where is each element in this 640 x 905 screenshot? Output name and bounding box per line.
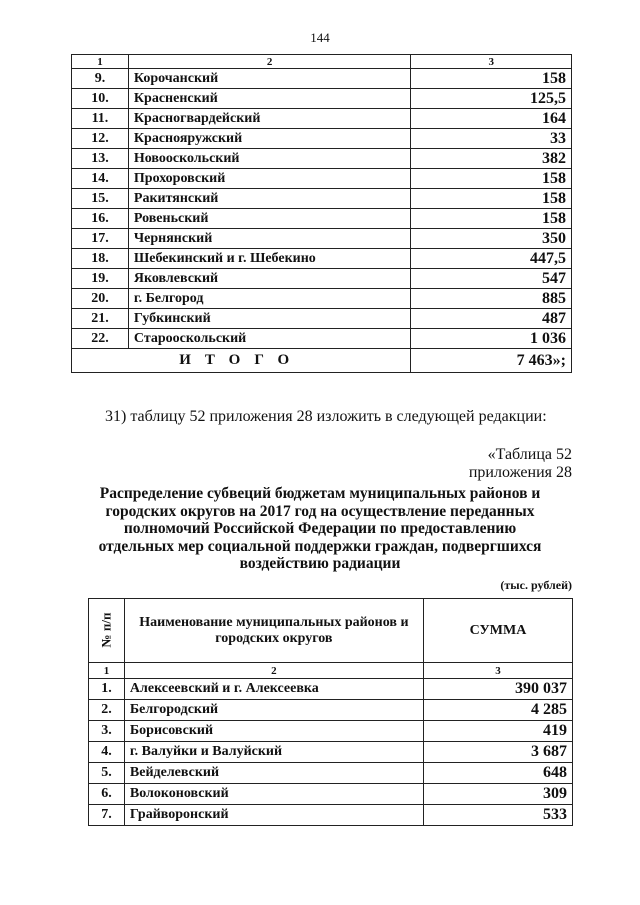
table-title: Распределение субвеций бюджетам муниципальных районов и городских округов на 2017 год на осуществление переданных полномочий Российской Федерации по предоставлению отдельных мер социальной поддержки граждан, подвергшихся воздействию радиации (98, 485, 542, 572)
column-number-row (72, 55, 572, 69)
district-name: г. Валуйки и Валуйский (124, 742, 423, 763)
district-name: Красногвардейский (128, 109, 410, 129)
row-number: 21. (72, 309, 129, 329)
amount-value: 885 (411, 289, 572, 309)
row-number: 4. (89, 742, 125, 763)
table-row (72, 229, 572, 249)
table-row (72, 169, 572, 189)
total-row (72, 349, 572, 373)
total-label: ИТОГО (72, 349, 411, 373)
row-number: 17. (72, 229, 129, 249)
row-number: 19. (72, 269, 129, 289)
district-name: Вейделевский (124, 763, 423, 784)
row-number: 3. (89, 721, 125, 742)
table-row (72, 129, 572, 149)
table-row (89, 700, 573, 721)
district-name: Ровеньский (128, 209, 410, 229)
district-name: Чернянский (128, 229, 410, 249)
column-number: 2 (124, 663, 423, 679)
district-name: Шебекинский и г. Шебекино (128, 249, 410, 269)
vertical-header-text: № п/п (98, 612, 114, 648)
row-number: 10. (72, 89, 129, 109)
district-name: Старооскольский (128, 329, 410, 349)
total-value: 7 463»; (411, 349, 572, 373)
table-row (89, 805, 573, 826)
subvention-table (88, 598, 573, 826)
table-row (72, 269, 572, 289)
table-row (72, 69, 572, 89)
row-number: 9. (72, 69, 129, 89)
amount-value: 3 687 (423, 742, 572, 763)
table-row (89, 679, 573, 700)
district-name: Ракитянский (128, 189, 410, 209)
amount-value: 158 (411, 189, 572, 209)
table-body (89, 679, 573, 826)
district-name: Краснояружский (128, 129, 410, 149)
row-number: 2. (89, 700, 125, 721)
table-header-row (89, 599, 573, 663)
column-header-sum: СУММА (423, 599, 572, 663)
amount-value: 447,5 (411, 249, 572, 269)
table-row (72, 149, 572, 169)
amount-value: 382 (411, 149, 572, 169)
district-name: Волоконовский (124, 784, 423, 805)
row-number: 20. (72, 289, 129, 309)
amount-value: 309 (423, 784, 572, 805)
amount-value: 419 (423, 721, 572, 742)
appendix-reference: приложения 28 (468, 464, 572, 481)
amount-value: 125,5 (411, 89, 572, 109)
allocation-table-continued (71, 54, 572, 373)
amount-value: 4 285 (423, 700, 572, 721)
amount-value: 158 (411, 69, 572, 89)
district-name: г. Белгород (128, 289, 410, 309)
row-number: 22. (72, 329, 129, 349)
row-number: 16. (72, 209, 129, 229)
district-name: Губкинский (128, 309, 410, 329)
district-name: Прохоровский (128, 169, 410, 189)
table-row (72, 109, 572, 129)
column-number: 3 (411, 55, 572, 69)
row-number: 5. (89, 763, 125, 784)
column-number-row (89, 663, 573, 679)
table-row (89, 721, 573, 742)
amount-value: 533 (423, 805, 572, 826)
row-number: 6. (89, 784, 125, 805)
table-body (72, 69, 572, 349)
table-row (72, 289, 572, 309)
row-number: 11. (72, 109, 129, 129)
row-number: 7. (89, 805, 125, 826)
row-number: 12. (72, 129, 129, 149)
table-row (72, 89, 572, 109)
column-number: 1 (89, 663, 125, 679)
district-name: Белгородский (124, 700, 423, 721)
column-number: 3 (423, 663, 572, 679)
district-name: Борисовский (124, 721, 423, 742)
amount-value: 390 037 (423, 679, 572, 700)
row-number: 15. (72, 189, 129, 209)
amount-value: 164 (411, 109, 572, 129)
row-number: 13. (72, 149, 129, 169)
column-number: 2 (128, 55, 410, 69)
row-number: 14. (72, 169, 129, 189)
table-row (89, 742, 573, 763)
row-number: 18. (72, 249, 129, 269)
table-row (72, 249, 572, 269)
table-row (72, 209, 572, 229)
table-row (72, 309, 572, 329)
units-label: (тыс. рублей) (500, 578, 572, 592)
district-name: Красненский (128, 89, 410, 109)
table-row (89, 763, 573, 784)
amount-value: 158 (411, 169, 572, 189)
amount-value: 33 (411, 129, 572, 149)
district-name: Яковлевский (128, 269, 410, 289)
amount-value: 350 (411, 229, 572, 249)
amount-value: 648 (423, 763, 572, 784)
amount-value: 487 (411, 309, 572, 329)
amount-value: 1 036 (411, 329, 572, 349)
table-row (72, 329, 572, 349)
column-header-number (89, 599, 125, 663)
district-name: Алексеевский и г. Алексеевка (124, 679, 423, 700)
column-header-name: Наименование муниципальных районов и городских округов (124, 599, 423, 663)
table-reference: «Таблица 52 (487, 446, 572, 463)
amount-value: 547 (411, 269, 572, 289)
district-name: Корочанский (128, 69, 410, 89)
amount-value: 158 (411, 209, 572, 229)
row-number: 1. (89, 679, 125, 700)
district-name: Новооскольский (128, 149, 410, 169)
page-number: 144 (310, 30, 330, 45)
district-name: Грайворонский (124, 805, 423, 826)
table-row (72, 189, 572, 209)
table-row (89, 784, 573, 805)
column-number: 1 (72, 55, 129, 69)
amendment-paragraph: 31) таблицу 52 приложения 28 изложить в следующей редакции: (105, 408, 547, 425)
